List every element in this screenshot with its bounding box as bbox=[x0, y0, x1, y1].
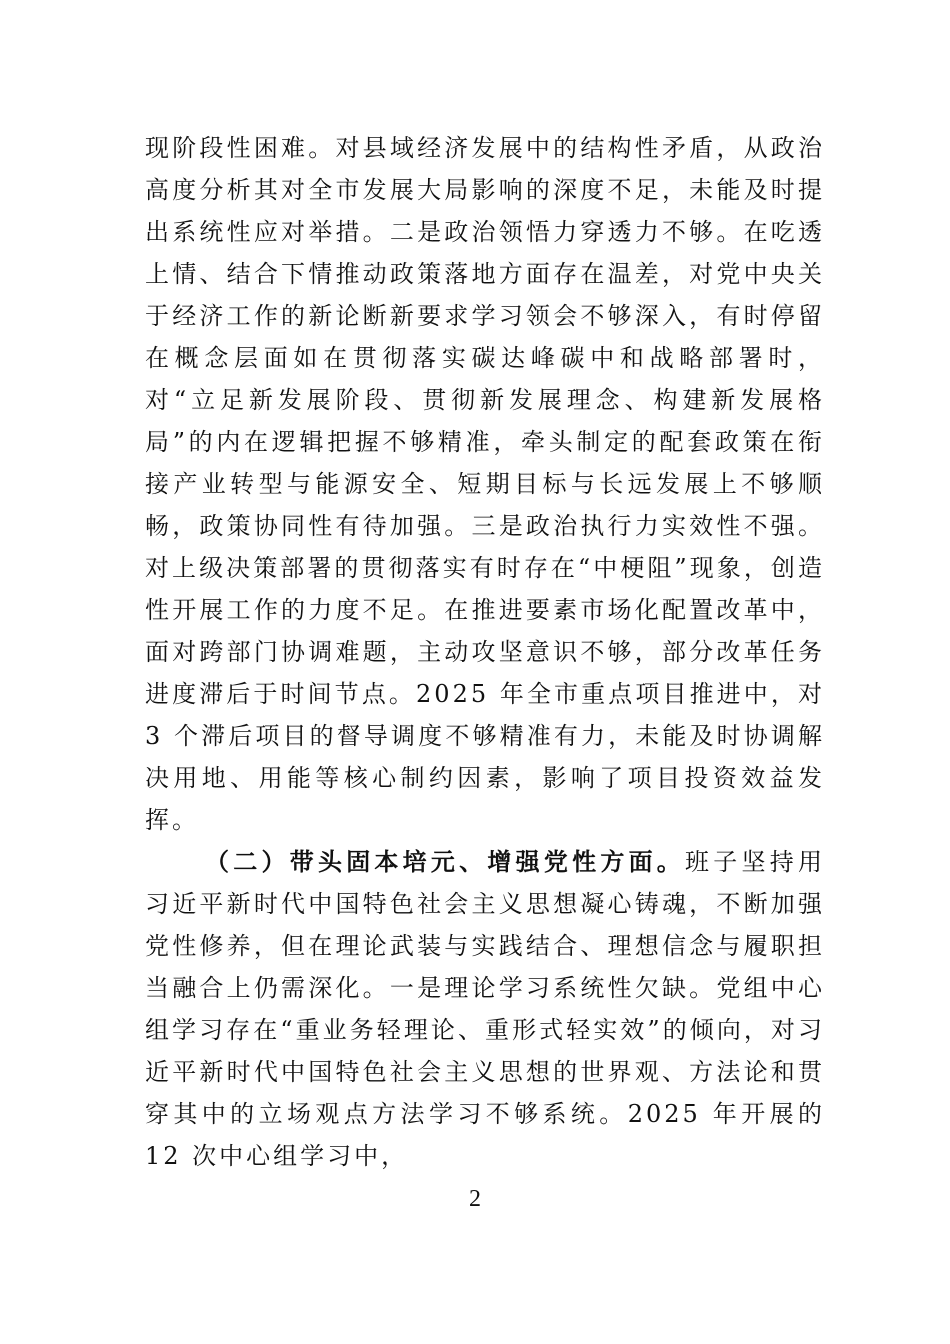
section-body-text: 班子坚持用习近平新时代中国特色社会主义思想凝心铸魂，不断加强党性修养，但在理论武装与实践结合、理想信念与履职担当融合上仍需深化。一是理论学习系统性欠缺。党组中心组学习存在“重业务轻理论、重形式轻实效”的倾向，对习近平新时代中国特色社会主义思想的世界观、方法论和贯穿其中的立场观点方法学习不够系统。2025 年开展的 12 次中心组学习中， bbox=[145, 848, 825, 1170]
page-number: 2 bbox=[469, 1186, 481, 1212]
section-heading: （二）带头固本培元、增强党性方面。 bbox=[205, 847, 686, 876]
body-paragraph-section-2 bbox=[145, 841, 825, 1177]
body-paragraph-continued: 现阶段性困难。对县域经济发展中的结构性矛盾，从政治高度分析其对全市发展大局影响的深度不足，未能及时提出系统性应对举措。二是政治领悟力穿透力不够。在吃透上情、结合下情推动政策落地方面存在温差，对党中央关于经济工作的新论断新要求学习领会不够深入，有时停留在概念层面如在贯彻落实碳达峰碳中和战略部署时，对“立足新发展阶段、贯彻新发展理念、构建新发展格局”的内在逻辑把握不够精准，牵头制定的配套政策在衔接产业转型与能源安全、短期目标与长远发展上不够顺畅，政策协同性有待加强。三是政治执行力实效性不强。对上级决策部署的贯彻落实有时存在“中梗阻”现象，创造性开展工作的力度不足。在推进要素市场化配置改革中，面对跨部门协调难题，主动攻坚意识不够，部分改革任务进度滞后于时间节点。2025 年全市重点项目推进中，对 3 个滞后项目的督导调度不够精准有力，未能及时协调解决用地、用能等核心制约因素，影响了项目投资效益发挥。 bbox=[145, 134, 825, 834]
